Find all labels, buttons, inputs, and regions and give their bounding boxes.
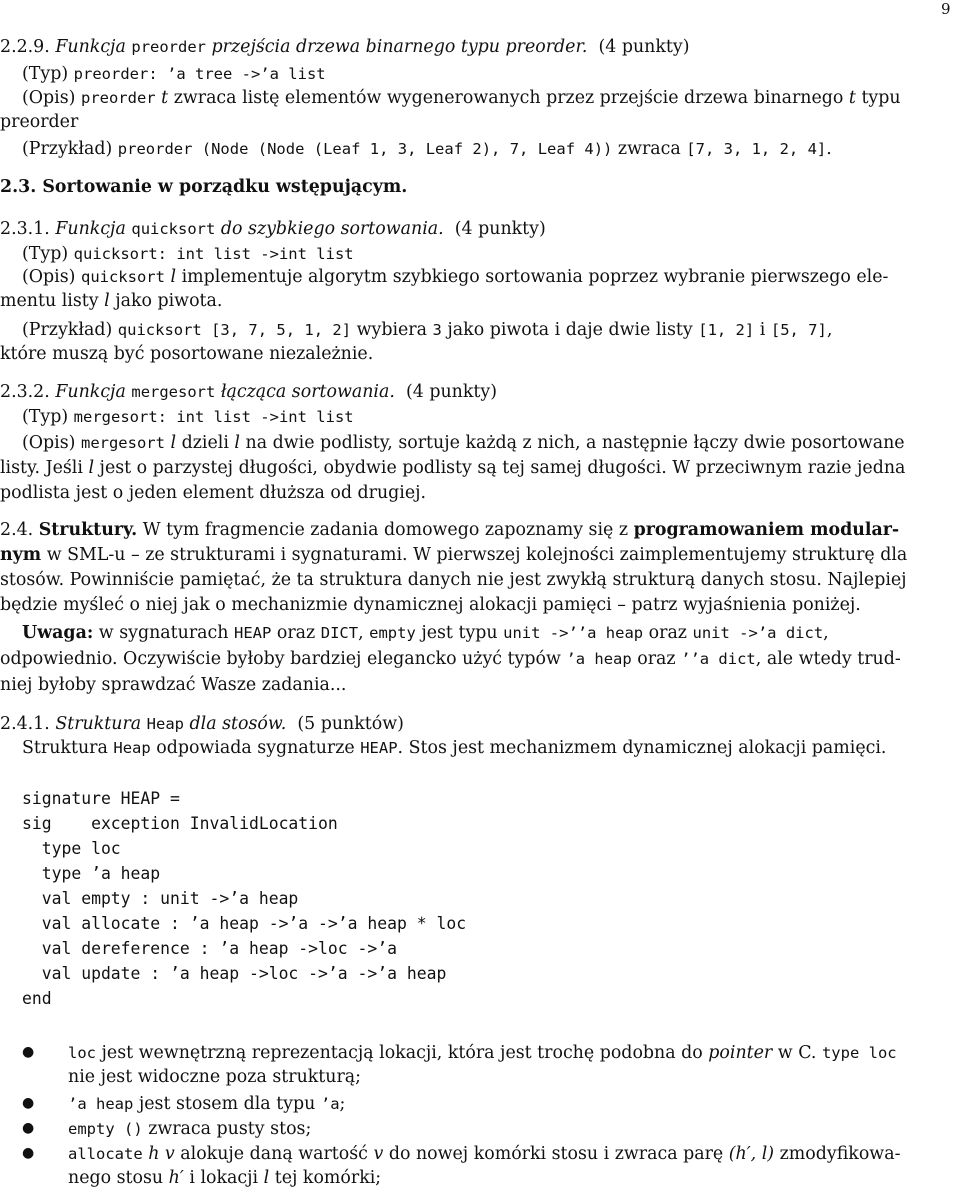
description-continuation [0, 289, 960, 313]
inline-code: Heap [113, 739, 151, 757]
description-text: jako piwota. [115, 291, 223, 311]
example-text: jako piwota i daje dwie listy [447, 320, 693, 340]
section-kind: Funkcja [55, 382, 126, 402]
example-text: i [759, 320, 766, 340]
list-item [68, 1041, 960, 1065]
note-text: oraz [637, 649, 676, 669]
section-number: 2.4. [0, 520, 34, 540]
list-item [68, 1117, 960, 1141]
item-text: i lokacji [189, 1168, 259, 1188]
example-continuation: które muszą być posortowane niezależnie. [0, 344, 374, 364]
paragraph-text: odpowiada sygnaturze [156, 738, 355, 758]
section-2-4-heading [0, 518, 960, 542]
bullet-icon: ● [22, 1095, 35, 1111]
function-name: preorder [80, 89, 156, 107]
item-text: do nowej komórki stosu i zwraca parę [388, 1144, 724, 1164]
page-number: 9 [941, 0, 951, 18]
paragraph-line [0, 543, 960, 567]
section-description: przejścia drzewa binarnego typu preorder. [211, 37, 588, 57]
code-line: val empty : unit ->’a heap [22, 889, 299, 908]
note-text: , ale wtedy trud- [755, 649, 901, 669]
description-label: (Opis) [22, 433, 76, 453]
variable: l [170, 267, 177, 287]
function-name: preorder [131, 38, 207, 56]
note-continuation [0, 647, 960, 671]
description-text: na dwie podlisty, sortuje każdą z nich, a następnie łączy dwie posortowane [245, 433, 905, 453]
example-code: preorder (Node (Node (Leaf 1, 3, Leaf 2), 7, Leaf 4)) [117, 140, 613, 158]
list-item [68, 1092, 960, 1116]
section-number: 2.3.2. [0, 382, 50, 402]
paragraph-line: będzie myśleć o niej jak o mechanizmie dynamicznej alokacji pamięci – patrz wyjaśnienia poniżej. [0, 595, 861, 615]
list-item-continuation: nie jest widoczne poza strukturą; [68, 1067, 362, 1087]
type-signature: preorder: ’a tree ->’a list [73, 65, 326, 83]
note-continuation: niej byłoby sprawdzać Wasze zadania... [0, 675, 347, 695]
section-kind: Struktura [55, 714, 142, 734]
note-code: unit ->’a dict [692, 624, 824, 642]
example-code: [5, 7] [770, 321, 827, 339]
variable: l [263, 1168, 270, 1188]
variable: l [88, 458, 95, 478]
function-name: mergesort [131, 383, 216, 401]
code-line: type ’a heap [22, 864, 161, 883]
type-line [22, 62, 960, 86]
punctuation: , [823, 623, 829, 643]
section-number: 2.3.1. [0, 219, 50, 239]
section-2-4-1-heading [0, 712, 960, 736]
paragraph-line: stosów. Powinniście pamiętać, że ta struktura danych nie jest zwykłą strukturą danych stosu. Najlepiej [0, 570, 907, 590]
emphasis: pointer [708, 1043, 773, 1063]
description-continuation: podlista jest o jeden element dłuższa od drugiej. [0, 483, 427, 503]
description-text: listy. Jeśli [0, 458, 83, 478]
code-line: val update : ’a heap ->loc ->’a ->’a heap [22, 964, 447, 983]
section-number: 2.3. [0, 177, 37, 197]
section-description: do szybkiego sortowania. [220, 219, 444, 239]
example-line [22, 137, 960, 161]
description-line [22, 431, 960, 455]
variable: h′ [168, 1168, 184, 1188]
points: (4 punkty) [405, 382, 497, 402]
note-code: HEAP [234, 624, 272, 642]
bullet-icon: ● [22, 1044, 35, 1060]
section-2-3-2-heading [0, 380, 960, 404]
section-kind: Funkcja [55, 37, 126, 57]
points: (4 punkty) [598, 37, 690, 57]
section-title: Sortowanie w porządku wstępującym. [42, 177, 408, 197]
note-label: Uwaga: [22, 623, 94, 643]
paragraph-text: w SML-u – ze strukturami i sygnaturami. W pierwszej kolejności zaimplementujemy strukturę dla [46, 545, 908, 565]
punctuation: ; [339, 1094, 346, 1114]
note-text: oraz [276, 623, 316, 643]
code-line: val allocate : ’a heap ->’a ->’a heap * loc [22, 914, 467, 933]
section-kind: Funkcja [55, 219, 126, 239]
variable: h v [148, 1144, 175, 1164]
type-label: (Typ) [22, 407, 69, 427]
paragraph-text: Struktura [22, 738, 108, 758]
type-line [22, 405, 960, 429]
variable: l [104, 291, 110, 311]
section-description: dla stosów. [189, 714, 287, 734]
inline-code: ’a [320, 1095, 340, 1113]
description-text: implementuje algorytm szybkiego sortowania poprzez wybranie pierwszego ele- [181, 267, 889, 287]
structure-description [22, 736, 960, 760]
note-code: empty [369, 624, 416, 642]
inline-code: type loc [821, 1044, 897, 1062]
inline-code: HEAP [360, 739, 398, 757]
description-line [22, 265, 960, 289]
bullet-icon: ● [22, 1145, 35, 1161]
inline-code: empty () [68, 1120, 143, 1138]
inline-code: ’a heap [68, 1095, 134, 1113]
item-text: jest wewnętrzną reprezentacją lokacji, która jest trochę podobna do [101, 1043, 703, 1063]
inline-code: allocate [68, 1145, 143, 1163]
punctuation: , [358, 623, 364, 643]
function-name: quicksort [131, 220, 216, 238]
description-text: dzieli [181, 433, 229, 453]
description-label: (Opis) [22, 88, 76, 108]
example-code: 3 [432, 321, 442, 339]
note-text: jest typu [421, 623, 498, 643]
description-text: jest o parzystej długości, obydwie podlisty są tej samej długości. W przeciwnym razie jedna [99, 458, 906, 478]
item-text: zwraca pusty stos; [148, 1119, 312, 1139]
type-line [22, 242, 960, 266]
example-text: wybiera [356, 320, 427, 340]
variable: l [234, 433, 240, 453]
item-text: alokuje daną wartość [180, 1144, 368, 1164]
example-code: [1, 2] [698, 321, 755, 339]
description-label: (Opis) [22, 267, 76, 287]
type-label: (Typ) [22, 244, 69, 264]
example-label: (Przykład) [22, 320, 113, 340]
section-2-2-9-heading [0, 35, 960, 59]
description-continuation: preorder [0, 112, 79, 132]
note-code: DICT [320, 624, 359, 642]
section-number: 2.4.1. [0, 714, 50, 734]
list-item [68, 1142, 960, 1166]
note-text: oraz [648, 623, 687, 643]
note-text: odpowiednio. Oczywiście byłoby bardziej elegancko użyć typów [0, 649, 561, 669]
emphasis: programowaniem modular- [633, 520, 900, 540]
paragraph-text: W tym fragmencie zadania domowego zapoznamy się z [142, 520, 629, 540]
type-signature: quicksort: int list ->int list [73, 245, 354, 263]
example-result: [7, 3, 1, 2, 4] [686, 140, 827, 158]
variable: l [170, 433, 177, 453]
description-text: zwraca listę elementów wygenerowanych przez przejście drzewa binarnego [173, 88, 844, 108]
example-label: (Przykład) [22, 139, 113, 159]
code-line: val dereference : ’a heap ->loc ->’a [22, 939, 397, 958]
item-text: nego stosu [68, 1168, 164, 1188]
item-text: jest stosem dla typu [138, 1094, 316, 1114]
punctuation: . [826, 139, 832, 159]
code-line: sig exception InvalidLocation [22, 814, 338, 833]
description-text: typu [861, 88, 901, 108]
example-code: quicksort [3, 7, 5, 1, 2] [117, 321, 352, 339]
structure-name: Heap [146, 715, 184, 733]
points: (4 punkty) [454, 219, 546, 239]
section-description: łącząca sortowania. [220, 382, 395, 402]
paragraph-text: . Stos jest mechanizmem dynamicznej alokacji pamięci. [397, 738, 887, 758]
bullet-icon: ● [22, 1120, 35, 1136]
type-label: (Typ) [22, 64, 69, 84]
inline-code: loc [68, 1044, 96, 1062]
description-text: mentu listy [0, 291, 99, 311]
description-continuation [0, 456, 960, 480]
variable: t [161, 88, 169, 108]
variable: (h′, l) [728, 1144, 775, 1164]
item-text: w C. [777, 1043, 817, 1063]
section-2-3-heading [0, 175, 960, 199]
code-line: signature HEAP = [22, 789, 180, 808]
note-line [22, 621, 960, 645]
note-code: ’’a dict [681, 650, 756, 668]
example-text: zwraca [617, 139, 681, 159]
section-2-3-1-heading [0, 217, 960, 241]
points: (5 punktów) [297, 714, 404, 734]
emphasis: nym [0, 545, 42, 565]
function-name: mergesort [80, 434, 165, 452]
punctuation: , [826, 320, 833, 340]
type-signature: mergesort: int list ->int list [73, 408, 354, 426]
example-line [22, 318, 960, 342]
item-text: tej komórki; [274, 1168, 382, 1188]
section-title: Struktury. [38, 520, 138, 540]
variable: t [848, 88, 856, 108]
code-line: end [22, 989, 52, 1008]
variable: v [373, 1144, 384, 1164]
code-line: type loc [22, 839, 121, 858]
note-code: unit ->’’a heap [503, 624, 644, 642]
list-item-continuation [68, 1166, 960, 1190]
note-code: ’a heap [566, 650, 632, 668]
note-text: w sygnaturach [98, 623, 229, 643]
description-line [22, 86, 960, 110]
item-text: zmodyfikowa- [779, 1144, 901, 1164]
function-name: quicksort [80, 268, 165, 286]
section-number: 2.2.9. [0, 37, 50, 57]
